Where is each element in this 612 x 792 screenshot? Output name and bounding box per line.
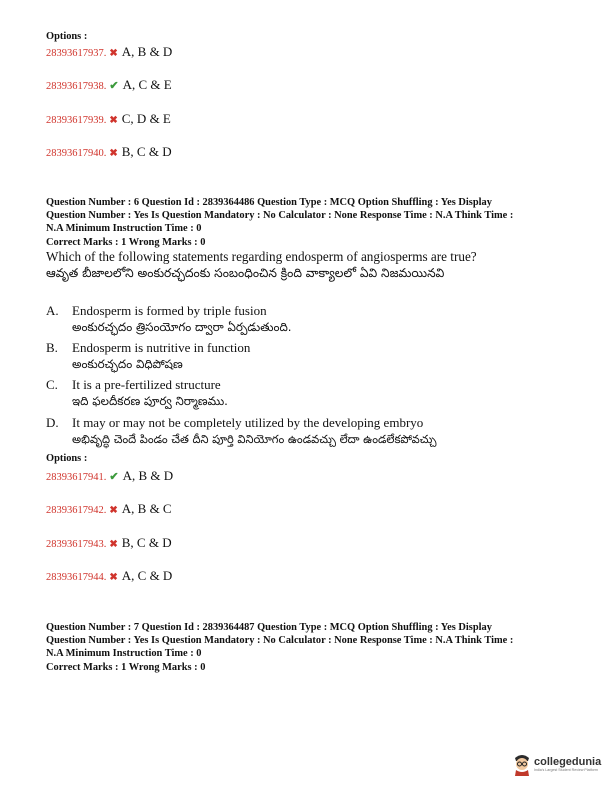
- question-meta-line: Question Number : Yes Is Question Mandatory : No Calculator : None Response Time : N.A Think Time :: [46, 635, 514, 646]
- collegedunia-logo[interactable]: [512, 752, 601, 776]
- option-id: 28393617942.: [46, 505, 107, 516]
- option-id: 28393617944.: [46, 572, 107, 583]
- option-row[interactable]: [46, 535, 172, 551]
- question-marks: Correct Marks : 1 Wrong Marks : 0: [46, 237, 206, 248]
- statement-label: C.: [46, 377, 58, 392]
- option-text: A, B & D: [122, 468, 174, 483]
- question-meta-line: N.A Minimum Instruction Time : 0: [46, 648, 202, 659]
- checkmark-icon: ✔: [109, 80, 119, 92]
- statement-label: B.: [46, 340, 58, 355]
- question-text-en: Which of the following statements regarding endosperm of angiosperms are true?: [46, 249, 477, 264]
- question-meta-line: Question Number : 6 Question Id : 2839364486 Question Type : MCQ Option Shuffling : Yes Display: [46, 197, 492, 208]
- statement-en: Endosperm is formed by triple fusion: [72, 303, 267, 318]
- option-id: 28393617941.: [46, 472, 107, 483]
- question-meta-line: Question Number : 7 Question Id : 2839364487 Question Type : MCQ Option Shuffling : Yes Display: [46, 622, 492, 633]
- option-id: 28393617937.: [46, 48, 107, 59]
- option-text: A, B & C: [121, 501, 172, 516]
- option-row[interactable]: [46, 44, 172, 60]
- option-row[interactable]: [46, 501, 172, 517]
- cross-icon: ✖: [109, 148, 118, 159]
- statement-te: అంకురచ్ఛదం త్రిసంయోగం ద్వారా ఏర్పడుతుంది.: [72, 320, 292, 334]
- option-id: 28393617940.: [46, 148, 107, 159]
- logo-text: collegedunia: [534, 755, 602, 768]
- cross-icon: ✖: [109, 572, 118, 583]
- statement-te: ఇది ఫలదీకరణ పూర్వ నిర్మాణము.: [72, 394, 228, 408]
- cross-icon: ✖: [109, 539, 118, 550]
- cross-icon: ✖: [109, 505, 118, 516]
- option-id: 28393617938.: [46, 81, 107, 92]
- option-text: A, C & D: [121, 568, 173, 583]
- option-row[interactable]: [46, 468, 173, 484]
- statement-en: It may or may not be completely utilized by the developing embryo: [72, 415, 424, 430]
- option-row[interactable]: [46, 144, 172, 160]
- options-label: Options :: [46, 453, 88, 464]
- option-text: B, C & D: [121, 535, 172, 550]
- option-text: C, D & E: [121, 111, 171, 126]
- option-row[interactable]: [46, 77, 172, 93]
- logo-tagline: India's Largest Student Review Platform: [534, 767, 598, 772]
- question-text-te: ఆవృత బీజాలలోని అంకురచ్ఛదంకు సంబంధించిన క్రింది వాక్యాలలో ఏవి నిజమయినవి: [46, 266, 445, 280]
- option-id: 28393617943.: [46, 539, 107, 550]
- option-row[interactable]: [46, 568, 172, 584]
- question-meta-line: N.A Minimum Instruction Time : 0: [46, 223, 202, 234]
- option-id: 28393617939.: [46, 115, 107, 126]
- statement-en: Endosperm is nutritive in function: [72, 340, 251, 355]
- checkmark-icon: ✔: [109, 471, 119, 483]
- statement-label: D.: [46, 415, 59, 430]
- statement-label: A.: [46, 303, 59, 318]
- option-text: A, C & E: [122, 77, 172, 92]
- statement-en: It is a pre-fertilized structure: [72, 377, 221, 392]
- options-label: Options :: [46, 31, 88, 42]
- question-meta-line: Question Number : Yes Is Question Mandatory : No Calculator : None Response Time : N.A Think Time :: [46, 210, 514, 221]
- mascot-icon: [512, 752, 532, 776]
- question-marks: Correct Marks : 1 Wrong Marks : 0: [46, 662, 206, 673]
- statement-te: అంకురచ్ఛదం విధిపోషణ: [72, 357, 183, 371]
- cross-icon: ✖: [109, 48, 118, 59]
- statement-te: అభివృద్ధి చెందే పిండం చేత దీని పూర్తి వినియోగం ఉండవచ్చు లేదా ఉండలేకపోవచ్చు: [72, 432, 437, 446]
- option-text: B, C & D: [121, 144, 172, 159]
- cross-icon: ✖: [109, 115, 118, 126]
- option-row[interactable]: [46, 111, 171, 127]
- option-text: A, B & D: [121, 44, 173, 59]
